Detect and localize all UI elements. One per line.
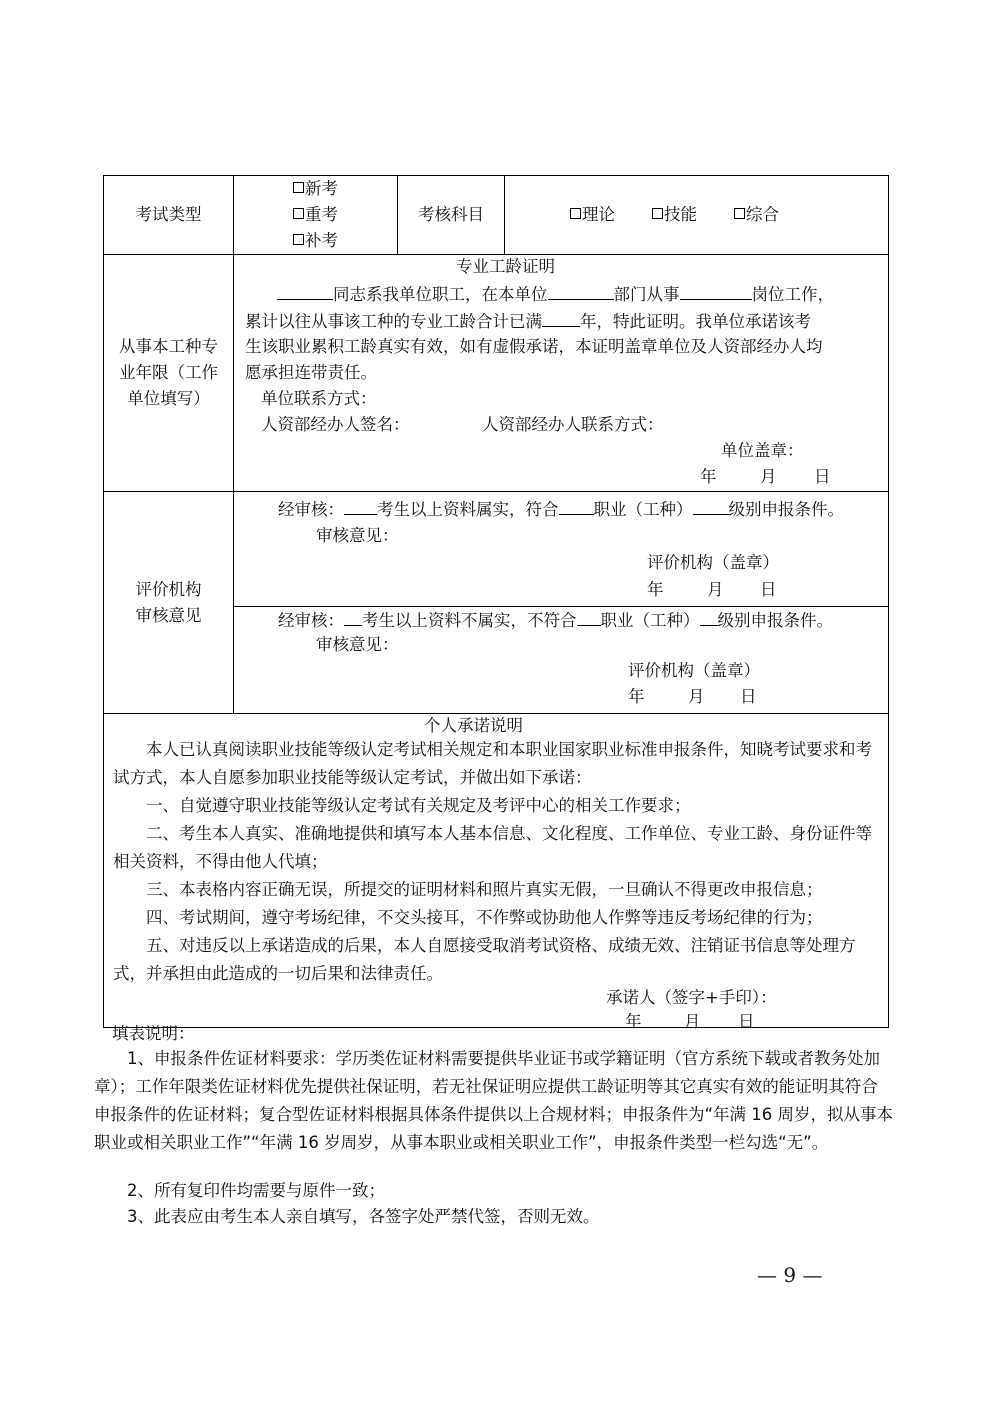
pledge-cell xyxy=(104,714,889,1031)
notes-title: 填表说明： xyxy=(112,1024,195,1043)
pledge-item-4: 四、考试期间，遵守考场纪律，不交头接耳，不作弊或协助他人作弊等违反考场纪律的行为； xyxy=(146,908,823,927)
pledge-intro: 本人已认真阅读职业技能等级认定考试相关规定和本职业国家职业标准申报条件，知晓考试要求和考试方式，本人自愿参加职业技能等级认定考试，并做出如下承诺： xyxy=(113,740,872,787)
review-fail-year: 年 xyxy=(628,687,645,706)
years-blank[interactable] xyxy=(542,311,580,327)
hr-signature-label: 人资部经办人签名： xyxy=(261,415,410,434)
department-blank[interactable] xyxy=(548,284,614,300)
name-blank[interactable] xyxy=(277,284,333,300)
pledge-row xyxy=(104,714,889,1028)
notes-item-2: 2、所有复印件均需要与原件一致； xyxy=(127,1181,385,1200)
pledge-signer-label: 承诺人（签字+手印）： xyxy=(606,988,777,1007)
date-month-label: 月 xyxy=(760,467,777,486)
review-fail-cell xyxy=(234,607,889,714)
review-pass-opinion-label: 审核意见： xyxy=(316,526,399,545)
certificate-line-4: 愿承担连带责任。 xyxy=(245,363,377,382)
review-pass-row xyxy=(104,492,889,607)
exam-subject-options xyxy=(505,176,889,255)
review-pass-blank-1[interactable] xyxy=(344,499,377,515)
work-years-label: 从事本工种专业年限（工作单位填写） xyxy=(104,255,234,492)
work-years-certificate xyxy=(234,255,889,492)
pledge-item-3: 三、本表格内容正确无误，所提交的证明材料和照片真实无假，一旦确认不得更改申报信息； xyxy=(146,880,823,899)
review-fail-opinion-label: 审核意见： xyxy=(316,635,399,654)
pledge-item-2: 二、考生本人真实、准确地提供和填写本人基本信息、文化程度、工作单位、专业工龄、身份证件等相关资料，不得由他人代填； xyxy=(113,824,872,871)
application-form-table xyxy=(103,175,889,1031)
checkbox-icon[interactable] xyxy=(293,182,304,193)
notes-item-3: 3、此表应由考生本人亲自填写，各签字处严禁代签，否则无效。 xyxy=(127,1207,600,1226)
review-pass-year: 年 xyxy=(647,580,664,599)
review-fail-org-seal: 评价机构（盖章） xyxy=(628,661,760,680)
work-years-row xyxy=(104,255,889,492)
checkbox-icon[interactable] xyxy=(652,208,663,219)
checkbox-icon[interactable] xyxy=(570,208,581,219)
review-fail-month: 月 xyxy=(688,687,705,706)
date-day-label: 日 xyxy=(814,467,831,486)
page-number: — 9 — xyxy=(757,1263,823,1287)
review-pass-month: 月 xyxy=(707,580,724,599)
exam-subject-label: 考核科目 xyxy=(398,176,505,255)
review-pass-org-seal: 评价机构（盖章） xyxy=(647,553,779,572)
certificate-title: 专业工龄证明 xyxy=(456,257,555,276)
exam-type-label: 考试类型 xyxy=(104,176,234,255)
option-new-exam[interactable]: 新考 xyxy=(293,179,338,199)
review-fail-day: 日 xyxy=(740,687,757,706)
date-year-label: 年 xyxy=(700,467,717,486)
review-pass-line: 经审核： 考生以上资料属实，符合 职业（工种） 级别申报条件。 xyxy=(278,500,844,519)
unit-seal-label: 单位盖章： xyxy=(721,441,804,460)
certificate-line-2: 累计以往从事该工种的专业工龄合计已满 年，特此证明。我单位承诺该考 xyxy=(245,312,811,331)
certificate-line-3: 生该职业累积工龄真实有效，如有虚假承诺，本证明盖章单位及人资部经办人均 xyxy=(245,337,823,356)
review-label: 评价机构 审核意见 xyxy=(104,492,234,714)
review-pass-day: 日 xyxy=(760,580,777,599)
review-fail-blank-1[interactable] xyxy=(344,610,362,626)
review-pass-blank-3[interactable] xyxy=(693,499,729,515)
unit-contact-label: 单位联系方式： xyxy=(261,389,377,408)
option-makeup-exam[interactable]: 补考 xyxy=(293,231,338,251)
pledge-item-5: 五、对违反以上承诺造成的后果，本人自愿接受取消考试资格、成绩无效、注销证书信息等处理方式，并承担由此造成的一切后果和法律责任。 xyxy=(113,936,856,983)
option-skill[interactable]: 技能 xyxy=(652,205,697,225)
pledge-year: 年 xyxy=(625,1012,642,1031)
exam-type-row xyxy=(104,176,889,255)
checkbox-icon[interactable] xyxy=(293,234,304,245)
review-fail-line: 经审核： 考生以上资料不属实，不符合 职业（工种） 级别申报条件。 xyxy=(278,611,833,630)
position-blank[interactable] xyxy=(680,284,752,300)
notes-item-1: 1、申报条件佐证材料要求：学历类佐证材料需要提供毕业证书或学籍证明（官方系统下载或者教务处加章）；工作年限类佐证材料优先提供社保证明，若无社保证明应提供工龄证明等其它真实有效的能证明其符合申报条件的佐证材料；复合型佐证材料根据具体条件提供以上合规材料；申报条件为“年满 16 周岁，拟从事本职业或相关职业工作”“年满 16 岁周岁，从事本职业或相关职业工作”，申报条件类型一栏勾选“无”。 xyxy=(94,1049,894,1152)
hr-contact-label: 人资部经办人联系方式： xyxy=(482,415,664,434)
pledge-title: 个人承诺说明 xyxy=(424,716,523,735)
option-theory[interactable]: 理论 xyxy=(570,205,615,225)
option-comprehensive[interactable]: 综合 xyxy=(734,205,779,225)
review-pass-cell xyxy=(234,492,889,607)
review-pass-blank-2[interactable] xyxy=(559,499,594,515)
pledge-day: 日 xyxy=(738,1012,755,1031)
review-fail-blank-3[interactable] xyxy=(700,610,718,626)
review-fail-blank-2[interactable] xyxy=(577,610,601,626)
exam-type-options xyxy=(234,176,398,255)
certificate-line-1: 同志系我单位职工，在本单位 部门从事 岗位工作， xyxy=(277,284,834,305)
checkbox-icon[interactable] xyxy=(293,208,304,219)
checkbox-icon[interactable] xyxy=(734,208,745,219)
pledge-item-1: 一、自觉遵守职业技能等级认定考试有关规定及考评中心的相关工作要求； xyxy=(146,796,691,815)
pledge-month: 月 xyxy=(684,1012,701,1031)
option-retake-exam[interactable]: 重考 xyxy=(293,205,338,225)
